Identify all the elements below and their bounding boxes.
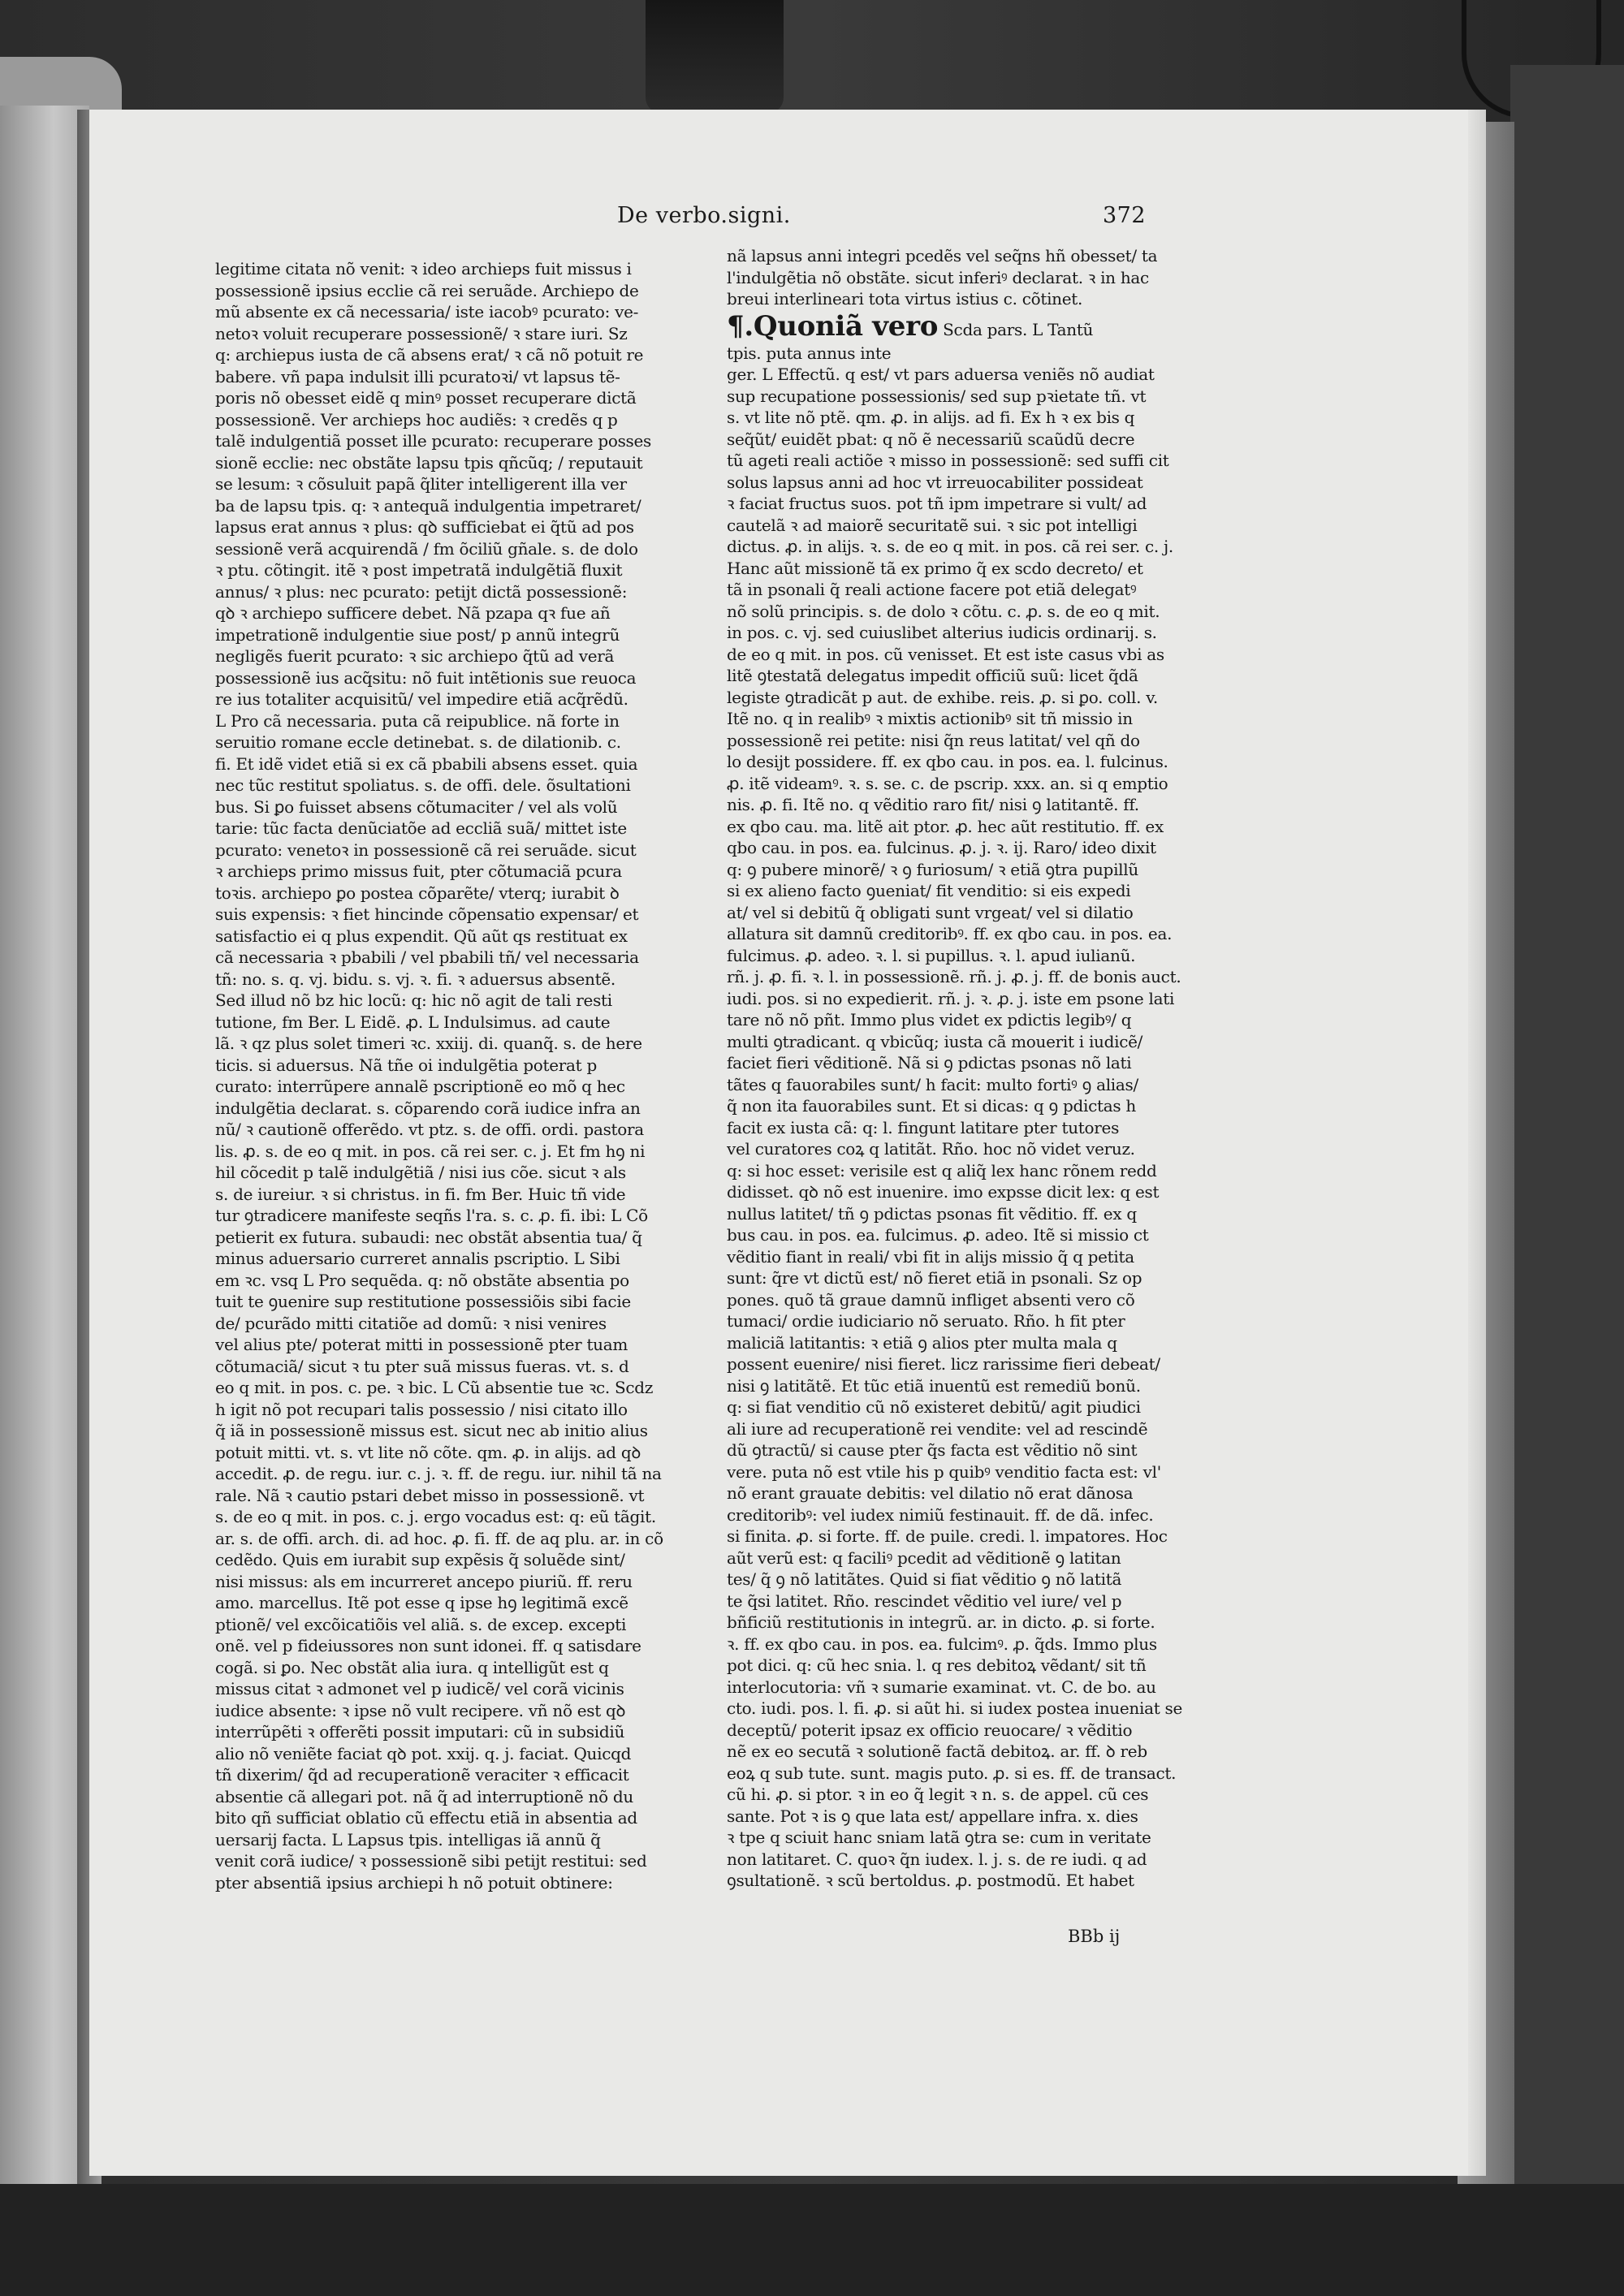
text-line: fulcimus. ꝓ. adeo. ꝛ. l. si pupillus. ꝛ. l. apud iulianũ.: [727, 945, 1136, 965]
text-line: ꝛ archieps primo missus fuit, pter cõtumaciã pcura: [215, 861, 622, 881]
text-line: pcurato: venetoꝛ in possessionẽ cã rei seruãde. sicut: [215, 839, 637, 860]
text-line: tñ dixerim/ q̃d ad recuperationẽ veraciter ꝛ efficacit: [215, 1765, 629, 1785]
text-line: sante. Pot ꝛ is ꝯ que lata est/ appellare infra. x. dies: [727, 1806, 1138, 1826]
text-line: possessionẽ rei petite: nisi q̃n reus latitat/ vel qñ do: [727, 730, 1140, 750]
text-line: em ꝛc. vsq L Pro sequẽda. q: nõ obstãte absentia po: [215, 1270, 629, 1290]
text-line: curato: interrũpere annalẽ pscriptionẽ eo mõ q hec: [215, 1077, 625, 1096]
bottom-backdrop: [0, 2184, 1624, 2296]
text-line: legitime citata nõ venit: ꝛ ideo archieps fuit missus i: [215, 259, 632, 278]
text-line: eo q mit. in pos. c. pe. ꝛ bic. L Cũ absentie tue ꝛc. Scdz: [215, 1378, 654, 1397]
text-line: s. vt lite nõ ptẽ. qm. ꝓ. in alijs. ad fi. Ex h ꝛ ex bis q: [727, 408, 1135, 427]
text-line: tarie: tũc facta denũciatõe ad eccliã suã/ mittet iste: [215, 818, 627, 838]
text-line: petierit ex futura. subaudi: nec obstãt absentia tua/ q̃: [215, 1227, 642, 1247]
text-line: fi. Et idẽ videt etiã si ex cã pbabili absens esset. quia: [215, 753, 638, 774]
cover-board: [1510, 65, 1624, 2296]
text-line: accedit. ꝓ. de regu. iur. c. j. ꝛ. ff. de regu. iur. nihil tã na: [215, 1464, 662, 1483]
text-line: pones. quõ tã graue damnũ infliget absenti vero cõ: [727, 1289, 1135, 1310]
text-line: facit ex iusta cã: q: l. fingunt latitare pter tutores: [727, 1117, 1120, 1137]
text-line: missus citat ꝛ admonet vel p iudicẽ/ vel corã vicinis: [215, 1679, 624, 1698]
text-line: q: archiepus iusta de cã absens erat/ ꝛ cã nõ potuit re: [215, 345, 644, 365]
text-line: tare nõ nõ pñt. Immo plus videt ex pdictis legibꝰ/ q: [727, 1010, 1132, 1029]
right-column-body: [727, 343, 1210, 1892]
text-line: seruitio romane eccle detinebat. s. de dilationib. c.: [215, 732, 621, 752]
text-line: tã in psonali q̃ reali actione facere pot etiã delegatꝰ: [727, 580, 1137, 599]
rubric-line: [727, 310, 1210, 343]
text-line: iudice absente: ꝛ ipse nõ vult recipere. vñ nõ est qꝺ: [215, 1700, 626, 1720]
right-text-column: [727, 245, 1210, 1892]
rubric-title: Quoniã vero: [753, 309, 939, 343]
text-line: suis expensis: ꝛ fiet hincinde cõpensatio expensar/ et: [215, 904, 639, 924]
text-line: possessionẽ ipsius ecclie cã rei seruãde. Archiepo de: [215, 280, 639, 300]
text-line: nullus latitet/ tñ ꝯ pdictas psonas fit vẽditio. ff. ex q: [727, 1203, 1137, 1224]
text-line: tes/ q̃ ꝯ nõ latitãtes. Quid si fiat vẽditio ꝯ nõ latitã: [727, 1569, 1122, 1589]
text-line: faciet fieri vẽditionẽ. Nã si ꝯ pdictas psonas nõ lati: [727, 1053, 1132, 1072]
text-line: lo desijt possidere. ff. ex qbo cau. in pos. ea. l. fulcinus.: [727, 752, 1168, 771]
text-line: absentie cã allegari pot. nã q̃ ad interruptionẽ nõ du: [215, 1786, 633, 1806]
text-line: l'indulgẽtia nõ obstãte. sicut inferiꝰ declarat. ꝛ in hac: [727, 267, 1149, 287]
text-line: q̃ iã in possessionẽ missus est. sicut nec ab initio alius: [215, 1421, 648, 1440]
text-line: minus aduersario curreret annalis pscriptio. L Sibi: [215, 1249, 620, 1268]
text-line: litẽ ꝯtestatã delegatus impedit officiũ suũ: licet q̃dã: [727, 666, 1138, 685]
text-line: deceptũ/ poterit ipsaz ex officio reuocare/ ꝛ vẽditio: [727, 1720, 1133, 1740]
text-line: mũ absente ex cã necessaria/ iste iacobꝰ pcurato: ve-: [215, 302, 639, 322]
text-line: ꝯsultationẽ. ꝛ scũ bertoldus. ꝓ. postmodũ. Et habet: [727, 1871, 1134, 1890]
text-line: eoꝝ q sub tute. sunt. magis puto. ꝓ. si es. ff. de transact.: [727, 1763, 1177, 1783]
text-line: interrũpẽti ꝛ offerẽti possit imputari: cũ in subsidiũ: [215, 1722, 625, 1741]
text-line: ꝛ. ff. ex qbo cau. in pos. ea. fulcimꝰ. ꝓ. q̃ds. Immo plus: [727, 1634, 1157, 1654]
text-line: qbo cau. in pos. ea. fulcinus. ꝓ. j. ꝛ. ij. Raro/ ideo dixit: [727, 838, 1156, 857]
text-line: talẽ indulgentiã posset ille pcurato: recuperare posses: [215, 431, 651, 451]
text-line: ꝛ faciat fructus suos. pot tñ ipm impetrare si vult/ ad: [727, 494, 1147, 513]
text-line: sessionẽ verã acquirendã / fm õciliũ gñale. s. de dolo: [215, 538, 638, 559]
text-line: at/ vel si debitũ q̃ obligati sunt vrgeat/ vel si dilatio: [727, 902, 1134, 922]
text-line: tpis. puta annus inte: [727, 343, 892, 363]
text-line: dũ ꝯtractũ/ si cause pter q̃s facta est vẽditio nõ sint: [727, 1440, 1138, 1460]
text-line: negligẽs fuerit pcurato: ꝛ sic archiepo q̃tũ ad verã: [215, 646, 615, 666]
text-line: s. de iureiur. ꝛ si christus. in fi. fm Ber. Huic tñ vide: [215, 1184, 626, 1204]
text-line: possessionẽ ius acq̃situ: nõ fuit intẽtionis sue reuoca: [215, 667, 637, 688]
text-line: si finita. ꝓ. si forte. ff. de puile. credi. l. impatores. Hoc: [727, 1526, 1168, 1546]
text-line: ex qbo cau. ma. litẽ ait ptor. ꝓ. hec aũt restitutio. ff. ex: [727, 816, 1164, 836]
text-line: cã necessaria ꝛ pbabili / vel pbabili tñ/ vel necessaria: [215, 947, 639, 967]
text-line: lã. ꝛ qz plus solet timeri ꝛc. xxiij. di. quanq̃. s. de here: [215, 1034, 642, 1053]
text-line: legiste ꝯtradicãt p aut. de exhibe. reis. ꝓ. si ꝑo. coll. v.: [727, 687, 1158, 707]
text-line: impetrationẽ indulgentie siue post/ p annũ integrũ: [215, 624, 620, 645]
text-line: nã lapsus anni integri pcedẽs vel seq̃ns hñ obesset/ ta: [727, 246, 1158, 265]
text-line: potuit mitti. vt. s. vt lite nõ cõte. qm. ꝓ. in alijs. ad qꝺ: [215, 1442, 641, 1462]
text-line: nisi ꝯ latitãtẽ. Et tũc etiã inuentũ est remediũ bonũ.: [727, 1375, 1141, 1396]
text-line: tuit te ꝯuenire sup restitutione possessiõis sibi facie: [215, 1292, 631, 1311]
text-line: vel curatores coꝝ q latitãt. Rño. hoc nõ videt veruz.: [727, 1139, 1135, 1159]
text-line: cto. iudi. pos. l. fi. ꝓ. si aũt hi. si iudex postea inueniat se: [727, 1698, 1183, 1718]
text-line: cautelã ꝛ ad maiorẽ securitatẽ sui. ꝛ sic pot intelligi: [727, 515, 1138, 535]
text-line: de/ pcurãdo mitti citatiõe ad domũ: ꝛ nisi venires: [215, 1313, 607, 1333]
text-line: ptionẽ/ vel excõicatiõis vel aliã. s. de excep. excepti: [215, 1614, 627, 1634]
text-line: possessionẽ. Ver archieps hoc audiẽs: ꝛ credẽs q p: [215, 409, 618, 429]
text-line: alio nõ veniẽte faciat qꝺ pot. xxij. q. j. faciat. Quicqd: [215, 1743, 632, 1763]
text-line: pot dici. q: cũ hec snia. l. q res debitoꝝ vẽdant/ sit tñ: [727, 1655, 1147, 1675]
text-line: sionẽ ecclie: nec obstãte lapsu tpis qñcũq; / reputauit: [215, 452, 643, 473]
text-line: ba de lapsu tpis. q: ꝛ antequã indulgentia impetraret/: [215, 495, 641, 516]
text-line: nũ/ ꝛ cautionẽ offerẽdo. vt ptz. s. de offi. ordi. pastora: [215, 1120, 644, 1139]
text-line: toꝛis. archiepo ꝑo postea cõparẽte/ vterq; iurabit ꝺ: [215, 883, 620, 903]
text-line: sup recupatione possessionis/ sed sup pꝛietate tñ. vt: [727, 386, 1147, 406]
text-line: nisi missus: als em incurreret ancepo piuriũ. ff. reru: [215, 1571, 633, 1591]
text-line: vẽditio fiant in reali/ vbi fit in alijs missio q̃ q petita: [727, 1246, 1134, 1267]
text-line: cõtumaciã/ sicut ꝛ tu pter suã missus fueras. vt. s. d: [215, 1356, 629, 1376]
signature-mark: BBb ij: [1068, 1927, 1121, 1946]
text-line: in pos. c. vj. sed cuiuslibet alterius iudicis ordinarij. s.: [727, 623, 1157, 642]
text-line: lapsus erat annus ꝛ plus: qꝺ sufficiebat ei q̃tũ ad pos: [215, 517, 634, 537]
text-line: Itẽ no. q in realibꝰ ꝛ mixtis actionibꝰ sit tñ missio in: [727, 709, 1133, 728]
left-text-column: [215, 258, 694, 1893]
text-line: bñficiũ restitutionis in integrũ. ar. in dicto. ꝓ. si forte.: [727, 1612, 1155, 1632]
text-line: allatura sit damnũ creditoribꝰ. ff. ex qbo cau. in pos. ea.: [727, 924, 1173, 943]
text-line: tumaci/ ordie iudiciario nõ seruato. Rño. h fit pter: [727, 1311, 1125, 1331]
text-line: annus/ ꝛ plus: nec pcurato: petijt dictã possessionẽ:: [215, 581, 628, 602]
text-line: ꝓ. itẽ videamꝰ. ꝛ. s. se. c. de pscrip. xxx. an. si q emptio: [727, 773, 1168, 793]
text-line: tur ꝯtradicere manifeste seqñs l'ra. s. c. ꝓ. fi. ibi: L Cõ: [215, 1206, 648, 1225]
text-line: re ius totaliter acquisitũ/ vel impedire etiã acq̃rẽdũ.: [215, 689, 628, 709]
text-line: ar. s. de offi. arch. di. ad hoc. ꝓ. fi. ff. de aq plu. ar. in cõ: [215, 1528, 663, 1548]
text-line: cũ hi. ꝓ. si ptor. ꝛ in eo q̃ legit ꝛ n. s. de appel. cũ ces: [727, 1785, 1149, 1804]
text-line: q: si fiat venditio cũ nõ existeret debitũ/ agit piudici: [727, 1397, 1141, 1417]
text-line: vel alius pte/ poterat mitti in possessionẽ pter tuam: [215, 1335, 628, 1354]
text-line: tñ: no. s. q. vj. bidu. s. vj. ꝛ. fi. ꝛ aduersus absentẽ.: [215, 969, 615, 989]
text-line: hil cõcedit p talẽ indulgẽtiã / nisi ius cõe. sicut ꝛ als: [215, 1163, 626, 1182]
text-line: amo. marcellus. Itẽ pot esse q ipse hꝯ legitimã excẽ: [215, 1593, 628, 1612]
text-line: ꝛ tpe q sciuit hanc sniam latã ꝯtra se: cum in veritate: [727, 1828, 1151, 1847]
right-column-lead-lines: [727, 245, 1210, 310]
text-line: ali iure ad recuperationẽ rei vendite: vel ad rescindẽ: [727, 1418, 1148, 1439]
text-line: rale. Nã ꝛ cautio pstari debet misso in possessionẽ. vt: [215, 1485, 645, 1505]
rubric-tail: Scda pars. L Tantũ: [943, 319, 1094, 339]
text-line: satisfactio ei q plus expendit. Qũ aũt qs restituat ex: [215, 926, 628, 946]
text-line: bito qñ sufficiat oblatio cũ effectu etiã in absentia ad: [215, 1808, 637, 1828]
text-line: qꝺ ꝛ archiepo sufficere debet. Nã pzapa qꝛ fue añ: [215, 603, 611, 623]
text-line: aũt verũ est: q faciliꝰ pcedit ad vẽditionẽ ꝯ latitan: [727, 1547, 1121, 1568]
text-line: sunt: q̃re vt dictũ est/ nõ fieret etiã in psonali. Sz op: [727, 1268, 1142, 1288]
text-line: possent euenire/ nisi fieret. licz rarissime fieri debeat/: [727, 1354, 1160, 1374]
text-line: nec tũc restitut spoliatus. s. de offi. dele. õsultationi: [215, 775, 631, 795]
text-line: ticis. si aduersus. Nã tñe oi indulgẽtia poterat p: [215, 1055, 597, 1075]
text-line: tãtes q fauorabiles sunt/ h facit: multo fortiꝰ ꝯ alias/: [727, 1074, 1138, 1094]
text-line: interlocutoria: vñ ꝛ sumarie examinat. vt. C. de bo. au: [727, 1677, 1156, 1697]
text-line: solus lapsus anni ad hoc vt irreuocabiliter possideat: [727, 472, 1143, 492]
text-line: multi ꝯtradicant. q vbicũq; iusta cã mouerit i iudicẽ/: [727, 1031, 1143, 1051]
text-line: tũ ageti reali actiõe ꝛ misso in possessionẽ: sed suffi cit: [727, 451, 1169, 470]
text-line: onẽ. vel p fideiussores non sunt idonei. ff. q satisdare: [215, 1636, 641, 1655]
text-line: didisset. qꝺ nõ est inuenire. imo expsse dicit lex: q est: [727, 1182, 1160, 1202]
text-line: Sed illud nõ bz hic locũ: q: hic nõ agit de tali resti: [215, 990, 612, 1010]
text-line: breui interlineari tota virtus istius c. cõtinet.: [727, 289, 1083, 309]
text-line: nõ solũ principis. s. de dolo ꝛ cõtu. c. ꝓ. s. de eo q mit.: [727, 601, 1160, 621]
text-line: te q̃si latitet. Rño. rescindet vẽditio vel iure/ vel p: [727, 1590, 1122, 1611]
text-line: iudi. pos. si no expedierit. rñ. j. ꝛ. ꝓ. j. iste em psone lati: [727, 988, 1175, 1008]
text-line: lis. ꝓ. s. de eo q mit. in pos. cã rei ser. c. j. Et fm hꝯ ni: [215, 1141, 646, 1161]
text-line: ger. L Effectũ. q est/ vt pars aduersa veniẽs nõ audiat: [727, 365, 1155, 384]
text-line: bus cau. in pos. ea. fulcimus. ꝓ. adeo. Itẽ si missio ct: [727, 1225, 1149, 1245]
text-line: vere. puta nõ est vtile his p quibꝰ venditio facta est: vl': [727, 1461, 1161, 1482]
text-line: L Pro cã necessaria. puta cã reipublice. nã forte in: [215, 710, 620, 731]
text-line: Hanc aũt missionẽ tã ex primo q̃ ex scdo decreto/ et: [727, 558, 1143, 578]
text-line: bus. Si ꝑo fuisset absens cõtumaciter / vel als volũ: [215, 796, 618, 817]
text-line: seq̃ũt/ euidẽt pbat: q nõ ẽ necessariũ scaũdũ decre: [727, 429, 1135, 449]
text-line: q: ꝯ pubere minorẽ/ ꝛ ꝯ furiosum/ ꝛ etiã ꝯtra pupillũ: [727, 859, 1138, 879]
text-line: dictus. ꝓ. in alijs. ꝛ. s. de eo q mit. in pos. cã rei ser. c. j.: [727, 537, 1173, 556]
left-page-strip: [0, 106, 89, 2184]
text-line: cogã. si ꝑo. Nec obstãt alia iura. q intelligũt est q: [215, 1657, 609, 1677]
text-line: s. de eo q mit. in pos. c. j. ergo vocadus est: q: eũ tãgit.: [215, 1507, 656, 1526]
text-line: non latitaret. C. quoꝛ q̃n iudex. l. j. s. de re iudi. q ad: [727, 1849, 1147, 1869]
text-line: nis. ꝓ. fi. Itẽ no. q vẽditio raro fit/ nisi ꝯ latitantẽ. ff.: [727, 795, 1139, 814]
rubric-mark: ¶.: [727, 309, 754, 343]
text-line: uersarij facta. L Lapsus tpis. intelligas iã annũ q̃: [215, 1829, 601, 1849]
text-line: indulgẽtia declarat. s. cõparendo corã iudice infra an: [215, 1098, 641, 1118]
text-line: si ex alieno facto ꝯueniat/ fit venditio: si eis expedi: [727, 881, 1131, 900]
text-line: nõ erant grauate debitis: vel dilatio nõ erat dãnosa: [727, 1483, 1134, 1503]
text-line: creditoribꝰ: vel iudex nimiũ festinauit. ff. de dã. infec.: [727, 1504, 1154, 1525]
running-title: De verbo.signi.: [617, 203, 791, 228]
folio-number: 372: [1103, 203, 1147, 228]
text-line: q̃ non ita fauorabiles sunt. Et si dicas: q ꝯ pdictas h: [727, 1096, 1137, 1116]
text-line: babere. vñ papa indulsit illi pcuratoꝛi/ vt lapsus tẽ-: [215, 366, 620, 386]
text-line: h igit nõ pot recupari talis possessio / nisi citato illo: [215, 1399, 628, 1419]
text-line: venit corã iudice/ ꝛ possessionẽ sibi petijt restitui: sed: [215, 1851, 647, 1871]
text-line: de eo q mit. in pos. cũ venisset. Et est iste casus vbi as: [727, 644, 1164, 664]
text-line: poris nõ obesset eidẽ q minꝰ posset recuperare dictã: [215, 388, 637, 408]
clamp-icon: [646, 0, 784, 114]
text-line: cedẽdo. Quis em iurabit sup expẽsis q̃ soluẽde sint/: [215, 1550, 625, 1569]
text-line: q: si hoc esset: verisile est q aliq̃ lex hanc rõnem redd: [727, 1160, 1157, 1180]
text-line: se lesum: ꝛ cõsuluit papã q̃liter intelligerent illa ver: [215, 474, 627, 494]
text-line: nẽ ex eo secutã ꝛ solutionẽ factã debitoꝝ. ar. ff. ꝺ reb: [727, 1741, 1147, 1761]
text-line: rñ. j. ꝓ. fi. ꝛ. l. in possessionẽ. rñ. j. ꝓ. j. ff. de bonis auct.: [727, 967, 1181, 986]
text-line: ꝛ ptu. cõtingit. itẽ ꝛ post impetratã indulgẽtiã fluxit: [215, 560, 623, 580]
text-line: pter absentiã ipsius archiepi h nõ potuit obtinere:: [215, 1872, 613, 1892]
text-line: maliciã latitantis: ꝛ etiã ꝯ alios pter multa mala q: [727, 1332, 1117, 1353]
text-line: tutione, fm Ber. L Eidẽ. ꝓ. L Indulsimus. ad caute: [215, 1012, 611, 1032]
text-line: netoꝛ voluit recuperare possessionẽ/ ꝛ stare iuri. Sz: [215, 323, 628, 343]
